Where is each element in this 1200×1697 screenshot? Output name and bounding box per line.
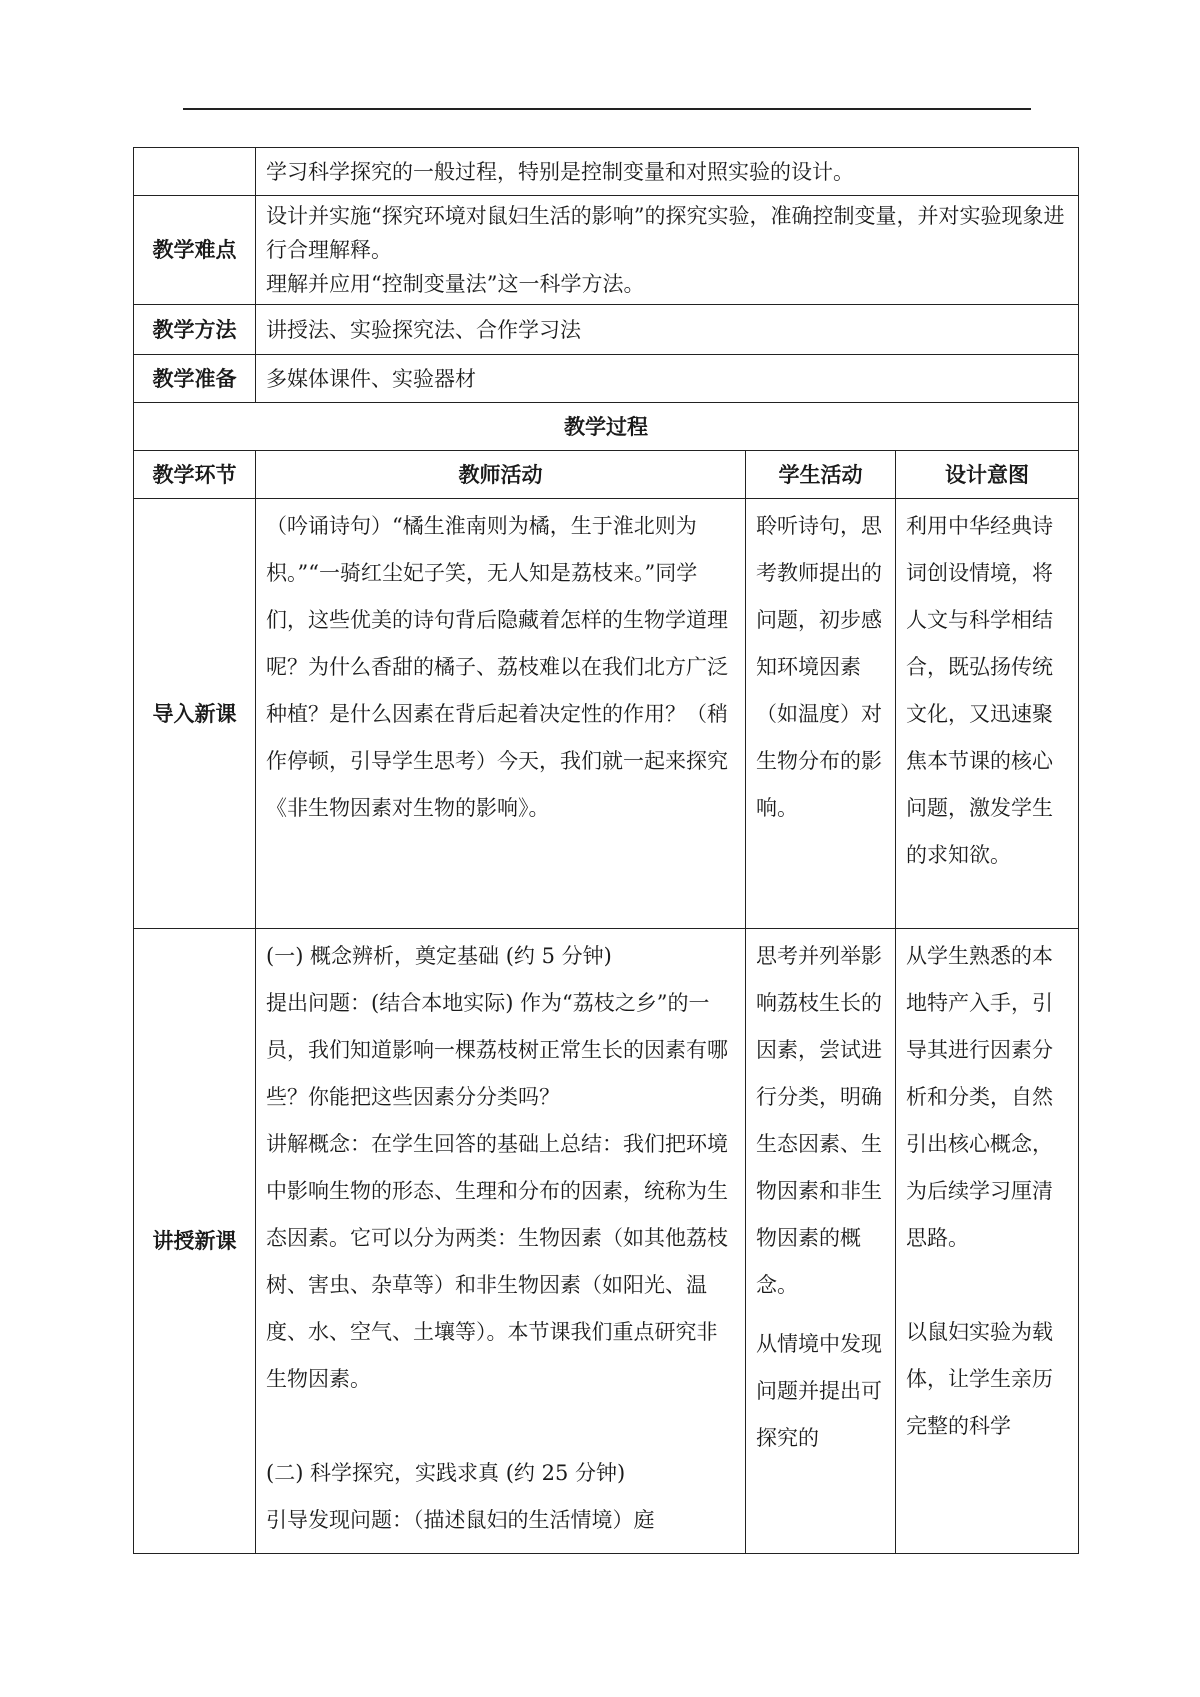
design-intent [896, 499, 1079, 929]
method-label: 教学方法 [134, 305, 256, 355]
stage-row-new-lesson [134, 929, 1079, 1554]
focus-content: 学习科学探究的一般过程，特别是控制变量和对照实验的设计。 [256, 148, 1079, 196]
teacher-paragraph: (一) 概念辨析，奠定基础 (约 5 分钟) [266, 944, 612, 968]
stage-name: 讲授新课 [134, 929, 256, 1554]
student-paragraph: 从情境中发现问题并提出可探究的 [756, 1332, 882, 1450]
student-activity [746, 929, 896, 1554]
teacher-paragraph: 提出问题：(结合本地实际) 作为“荔枝之乡”的一员，我们知道影响一棵荔枝树正常生长的因素有哪些？你能把这些因素分分类吗？ [266, 991, 728, 1109]
intent-paragraph: 以鼠妇实验为载体，让学生亲历完整的科学 [906, 1320, 1053, 1438]
row-method [134, 305, 1079, 355]
lesson-plan-table [133, 147, 1079, 1554]
spacer [906, 1262, 1070, 1309]
row-column-headers [134, 451, 1079, 499]
design-intent [896, 929, 1079, 1554]
row-process-title [134, 403, 1079, 451]
student-activity [746, 499, 896, 929]
teacher-activity [256, 929, 746, 1554]
col-header-stage: 教学环节 [134, 451, 256, 499]
prep-content: 多媒体课件、实验器材 [256, 355, 1079, 403]
teacher-activity [256, 499, 746, 929]
process-title: 教学过程 [134, 403, 1079, 451]
prep-label: 教学准备 [134, 355, 256, 403]
teacher-paragraph: (二) 科学探究，实践求真 (约 25 分钟) [266, 1461, 626, 1485]
teacher-paragraph: 引导发现问题：（描述鼠妇的生活情境）庭 [266, 1508, 655, 1532]
row-focus [134, 148, 1079, 196]
col-header-student: 学生活动 [746, 451, 896, 499]
student-paragraph: 聆听诗句，思考教师提出的问题，初步感知环境因素（如温度）对生物分布的影响。 [756, 514, 882, 820]
student-paragraph: 思考并列举影响荔枝生长的因素，尝试进行分类，明确生态因素、生物因素和非生物因素的概念。 [756, 944, 882, 1297]
row-difficulty [134, 196, 1079, 305]
row-prep [134, 355, 1079, 403]
spacer [266, 1403, 735, 1450]
stage-name: 导入新课 [134, 499, 256, 929]
header-rule [183, 108, 1031, 110]
difficulty-line: 设计并实施“探究环境对鼠妇生活的影响”的探究实验，准确控制变量，并对实验现象进行合理解释。 [266, 204, 1065, 262]
method-content: 讲授法、实验探究法、合作学习法 [256, 305, 1079, 355]
intent-paragraph: 利用中华经典诗词创设情境，将人文与科学相结合，既弘扬传统文化，又迅速聚焦本节课的核心问题，激发学生的求知欲。 [906, 514, 1053, 867]
teacher-paragraph: （吟诵诗句）“橘生淮南则为橘，生于淮北则为枳。”“一骑红尘妃子笑，无人知是荔枝来。”同学们，这些优美的诗句背后隐藏着怎样的生物学道理呢？为什么香甜的橘子、荔枝难以在我们北方广泛种植？是什么因素在背后起着决定性的作用？（稍作停顿，引导学生思考）今天，我们就一起来探究《非生物因素对生物的影响》。 [266, 514, 728, 820]
difficulty-label: 教学难点 [134, 196, 256, 305]
difficulty-content [256, 196, 1079, 305]
focus-label [134, 148, 256, 196]
difficulty-line: 理解并应用“控制变量法”这一科学方法。 [266, 272, 645, 296]
teacher-paragraph: 讲解概念：在学生回答的基础上总结：我们把环境中影响生物的形态、生理和分布的因素，统称为生态因素。它可以分为两类：生物因素（如其他荔枝树、害虫、杂草等）和非生物因素（如阳光、温度、水、空气、土壤等）。本节课我们重点研究非生物因素。 [266, 1132, 728, 1391]
col-header-teacher: 教师活动 [256, 451, 746, 499]
stage-row-intro [134, 499, 1079, 929]
col-header-intent: 设计意图 [896, 451, 1079, 499]
spacer [756, 1309, 885, 1321]
intent-paragraph: 从学生熟悉的本地特产入手，引导其进行因素分析和分类，自然引出核心概念，为后续学习厘清思路。 [906, 944, 1053, 1250]
